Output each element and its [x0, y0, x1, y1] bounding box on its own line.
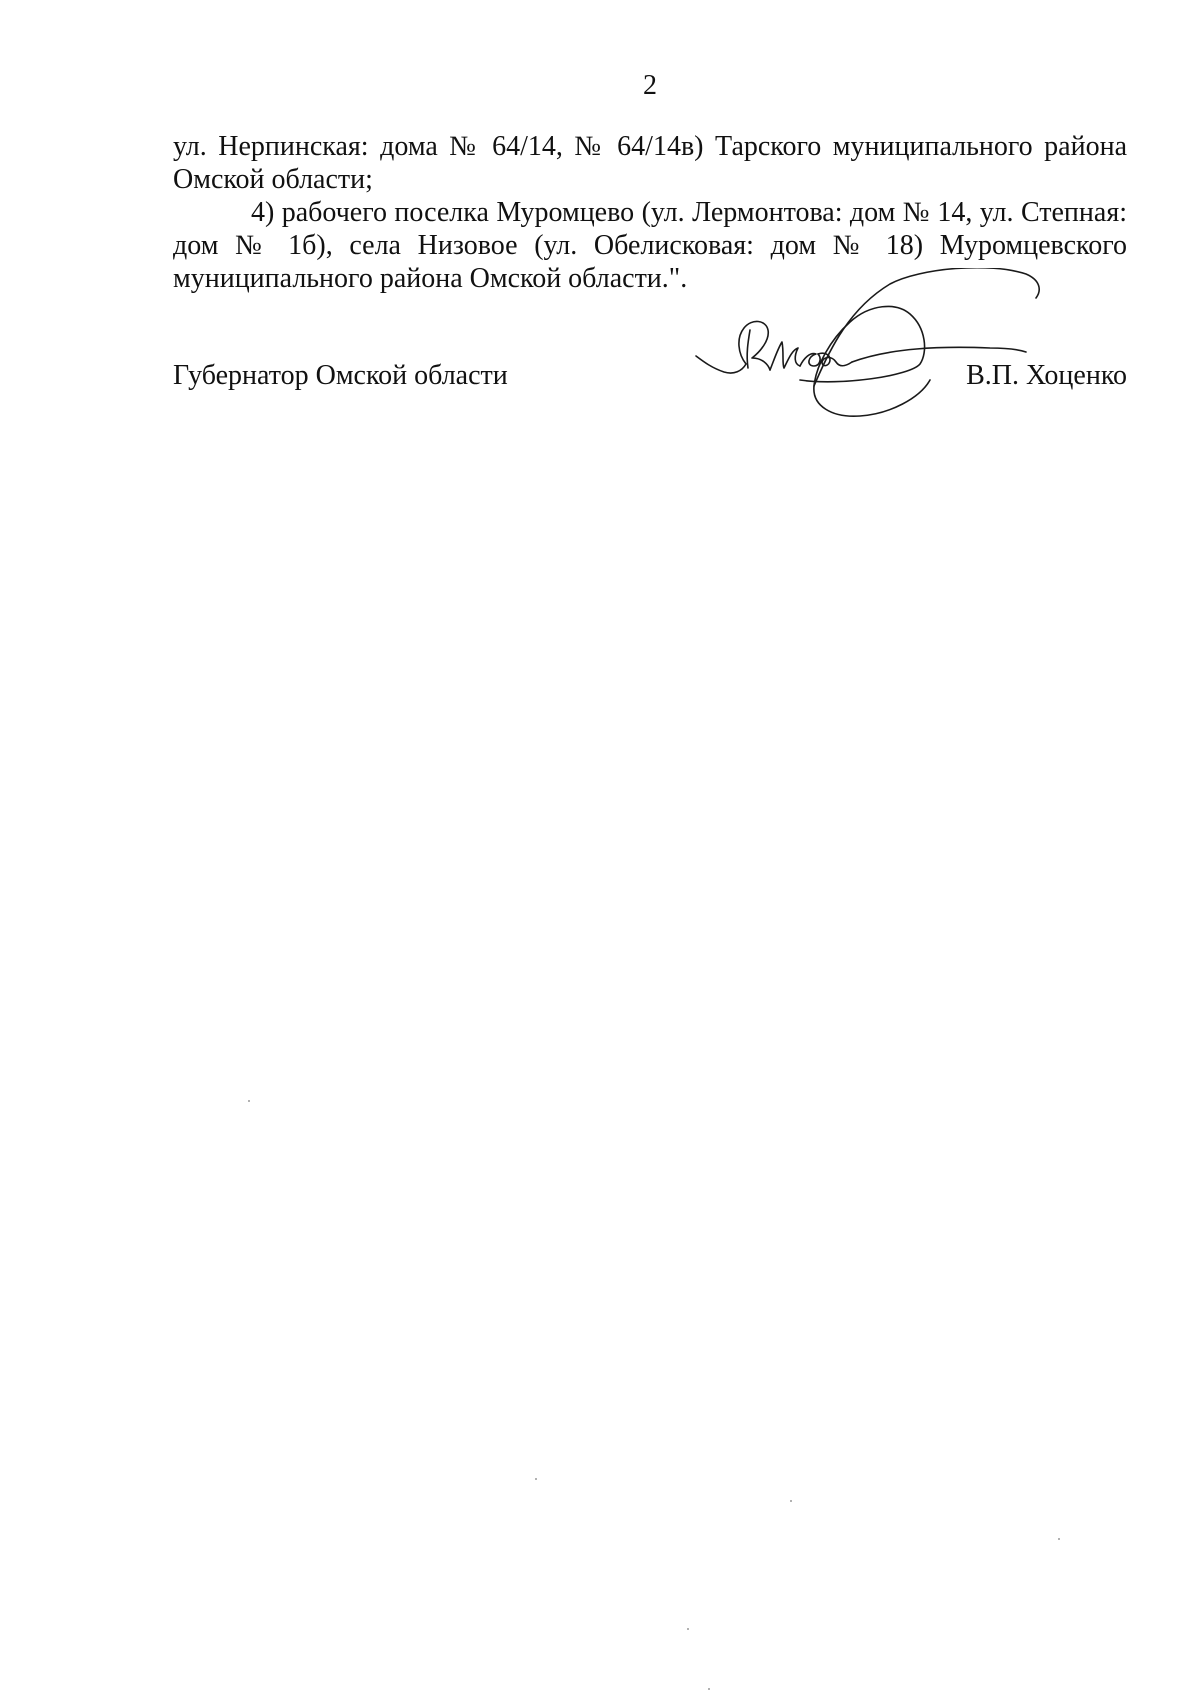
scan-speck [248, 1100, 250, 1102]
signatory-name: В.П. Хоценко [966, 360, 1127, 391]
signature-block [173, 359, 1127, 399]
paragraph-continuation: ул. Нерпинская: дома № 64/14, № 64/14в) Тарского муниципального района Омской области; [173, 131, 1127, 195]
paragraph-item-4: 4) рабочего поселка Муромцево (ул. Лермонтова: дом № 14, ул. Степная: дом № 1б), села Низовое (ул. Обелисковая: дом № 18) Муромцевского муниципального района Омской области.". [173, 197, 1127, 294]
scan-speck [708, 1688, 710, 1690]
scan-speck [535, 1478, 537, 1480]
scan-speck [790, 1500, 792, 1502]
signatory-title: Губернатор Омской области [173, 360, 508, 391]
page-number: 2 [643, 70, 657, 101]
scan-speck [1058, 1538, 1060, 1540]
document-body [173, 130, 1127, 295]
scan-speck [687, 1628, 689, 1630]
